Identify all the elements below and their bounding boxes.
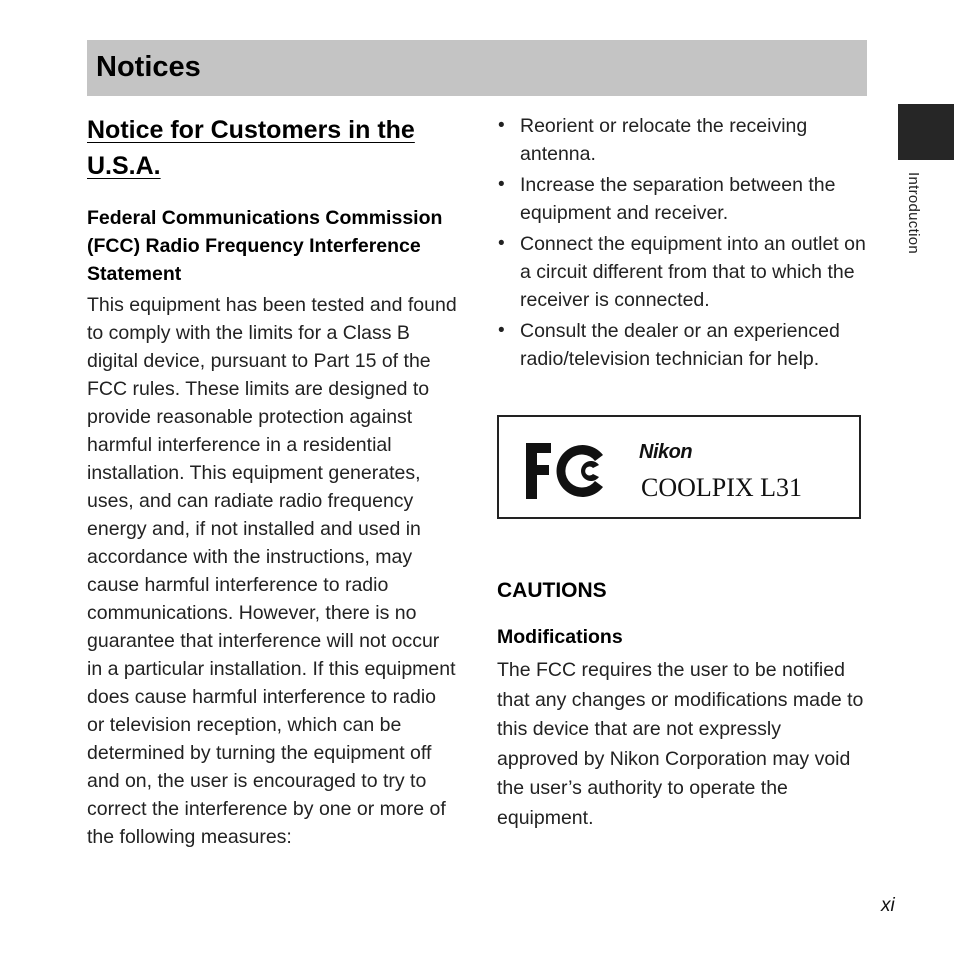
modifications-heading: Modifications [497, 626, 623, 648]
right-column [497, 112, 867, 829]
measures-list [497, 112, 867, 373]
page-title: Notices [96, 51, 201, 83]
fcc-statement-heading: Federal Communications Commission (FCC) Radio Frequency Interference Statement [87, 207, 443, 285]
section-title: Notice for Customers in the U.S.A. [87, 116, 415, 180]
list-item-text: Reorient or relocate the receiving antenna. [520, 115, 808, 165]
fcc-logo-icon [523, 441, 607, 501]
chapter-tab-marker [898, 104, 954, 160]
list-item-text: Connect the equipment into an outlet on a circuit different from that to which the receiver is connected. [520, 233, 866, 311]
list-item [497, 112, 867, 168]
model-name: COOLPIX L31 [641, 473, 803, 502]
chapter-tab-label: Introduction [905, 172, 922, 254]
list-item [497, 171, 867, 227]
bullet-icon: • [498, 174, 505, 195]
fcc-statement-body: This equipment has been tested and found to comply with the limits for a Class B digital device, pursuant to Part 15 of the FCC rules. These limits are designed to provide reasonable protection against harmful interference in a residential installation. This equipment generates, uses, and can radiate radio frequency energy and, if not installed and used in accordance with the instructions, may cause harmful interference to radio communications. However, there is no guarantee that interference will not occur in a particular installation. If this equipment does cause harmful interference to radio or television reception, which can be determined by turning the equipment off and on, the user is encouraged to try to correct the interference by one or more of the following measures: [87, 294, 457, 848]
list-item [497, 230, 867, 314]
left-column [87, 112, 457, 851]
modifications-body: The FCC requires the user to be notified that any changes or modifications made to this device that are not expressly approved by Nikon Corporation may void the user’s authority to operate the equipment. [497, 659, 864, 829]
cautions-heading: CAUTIONS [497, 579, 607, 602]
page-number: xi [881, 895, 895, 916]
bullet-icon: • [498, 115, 505, 136]
fcc-label-box [497, 415, 861, 519]
list-item-text: Consult the dealer or an experienced radio/television technician for help. [520, 320, 840, 370]
nikon-logo: Nikon [639, 441, 693, 463]
bullet-icon: • [498, 233, 505, 254]
bullet-icon: • [498, 320, 505, 341]
list-item [497, 317, 867, 373]
page-title-bar [87, 40, 867, 96]
list-item-text: Increase the separation between the equipment and receiver. [520, 174, 836, 224]
